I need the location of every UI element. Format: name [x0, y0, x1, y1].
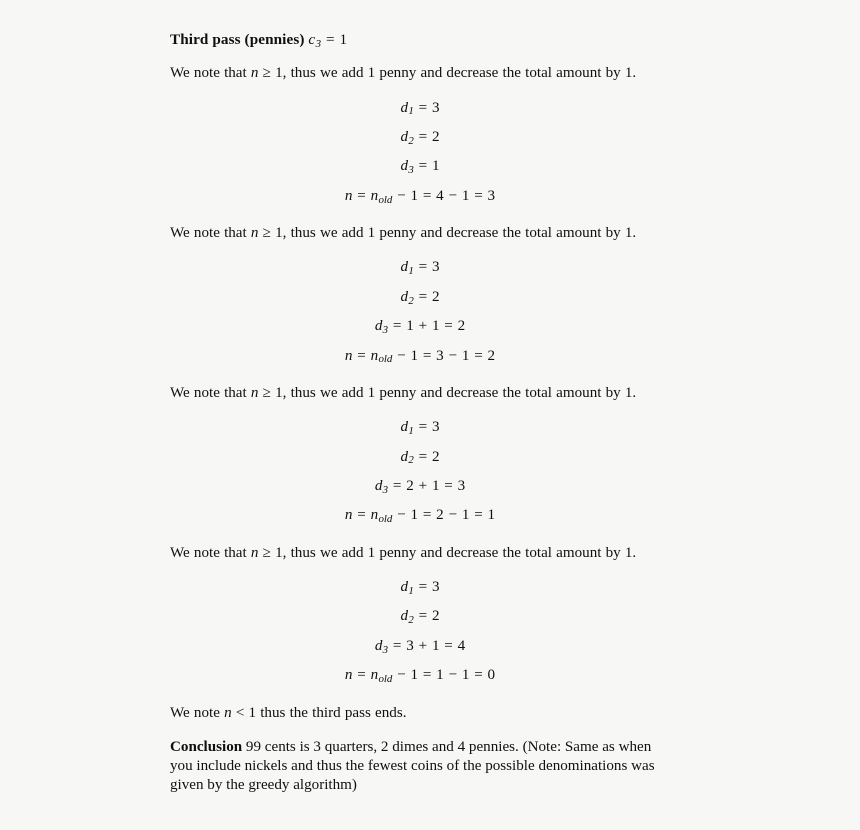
section-heading-math: $c_3 = 1$ — [308, 31, 348, 50]
text-column — [170, 30, 670, 810]
math-line-d1: $d_1 = 3$ — [400, 99, 440, 118]
math-line-d3: $d_3 = 2 + 1 = 3$ — [374, 478, 466, 496]
math-line-d2: $d_2 = 2$ — [400, 448, 440, 467]
display-math-block-3 — [170, 415, 670, 533]
note-paragraph-1: We note that n ≥ 1, thus we add 1 penny and decrease the total amount by 1. — [170, 64, 637, 81]
note-paragraph-4: We note that n ≥ 1, thus we add 1 penny and decrease the total amount by 1. — [170, 544, 637, 561]
end-of-pass-paragraph: We note n < 1 thus the third pass ends. — [170, 704, 407, 721]
math-line-d1: $d_1 = 3$ — [400, 419, 440, 438]
math-line-d2: $d_2 = 2$ — [400, 129, 440, 147]
conclusion-label: Conclusion — [170, 738, 243, 755]
page-title — [170, 30, 670, 52]
math-line-d1: $d_1 = 3$ — [400, 259, 440, 278]
inline-math-n-ge-1: n — [250, 64, 259, 81]
math-line-d2: $d_2 = 2$ — [400, 608, 440, 627]
math-line-n: $n = n_{old} - 1 = 4 - 1 = 3$ — [344, 187, 496, 206]
note-paragraph-2: We note that n ≥ 1, thus we add 1 penny and decrease the total amount by 1. — [170, 225, 637, 242]
conclusion-text: 99 cents is 3 quarters, 2 dimes and 4 pennies. (Note: Same as when you include nickels and thus the fewest coins of the possible denominations was given by the greedy algorithm) — [170, 738, 655, 794]
math-line-n: $n = n_{old} - 1 = 2 - 1 = 1$ — [344, 507, 496, 526]
math-line-d3: $d_3 = 1 + 1 = 2$ — [374, 318, 466, 337]
math-line-d3: $d_3 = 3 + 1 = 4$ — [374, 637, 466, 656]
conclusion-paragraph — [170, 738, 670, 795]
section-heading-text: Third pass (pennies) — [170, 31, 305, 48]
math-line-n: $n = n_{old} - 1 = 3 - 1 = 2$ — [344, 347, 496, 366]
display-math-block-2 — [170, 255, 670, 373]
math-line-d3: $d_3 = 1$ — [400, 158, 440, 177]
math-line-n: $n = n_{old} - 1 = 1 - 1 = 0$ — [344, 667, 496, 686]
display-math-block-4 — [170, 575, 670, 693]
display-math-block-1 — [170, 96, 670, 214]
math-line-d2: $d_2 = 2$ — [400, 288, 440, 307]
math-line-d1: $d_1 = 3$ — [400, 579, 440, 597]
note-paragraph-3: We note that n ≥ 1, thus we add 1 penny and decrease the total amount by 1. — [170, 385, 637, 402]
